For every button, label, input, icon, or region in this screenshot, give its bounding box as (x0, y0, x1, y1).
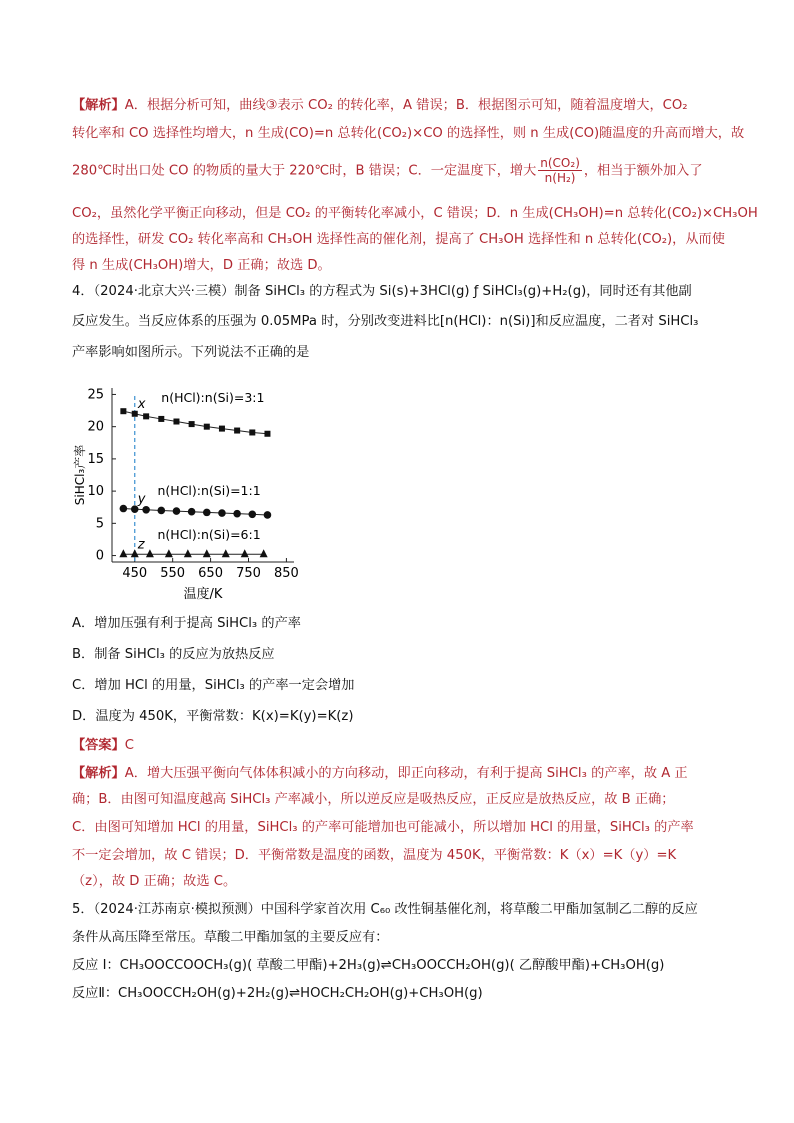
analysis-line-1 (72, 96, 688, 116)
x-tick-label: 850 (274, 566, 299, 581)
data-point-square (249, 429, 255, 435)
data-point-square (219, 426, 225, 432)
q4-option-b: B．制备 SiHCl₃ 的反应为放热反应 (72, 647, 275, 662)
analysis-text: 280℃时出口处 CO 的物质的量大于 220℃时，B 错误；C．一定温度下，增大 (72, 163, 537, 179)
analysis-text: A．根据分析可知，曲线③表示 CO₂ 的转化率，A 错误；B．根据图示可知，随着温度增大，CO₂ (124, 98, 688, 113)
data-point-triangle (119, 549, 127, 557)
data-point-square (264, 431, 270, 437)
x-tick-label: 550 (160, 566, 186, 581)
data-point-triangle (241, 549, 249, 557)
y-tick-label: 20 (87, 419, 104, 435)
data-point-triangle (222, 549, 230, 557)
data-point-circle (203, 509, 211, 517)
data-point-circle (157, 507, 165, 515)
data-point-circle (173, 507, 181, 515)
analysis-line-3 (72, 156, 703, 185)
data-point-square (173, 419, 179, 425)
y-tick-label: 5 (95, 516, 104, 532)
data-point-circle (218, 509, 226, 517)
x-tick-label: 750 (236, 566, 261, 581)
data-point-triangle (203, 549, 211, 557)
q4-analysis-line-4: 不一定会增加，故 C 错误；D．平衡常数是温度的函数，温度为 450K，平衡常数：K（x）=K（y）=K (72, 848, 677, 863)
answer-line (72, 736, 134, 756)
q4-analysis-line-2: 确；B．由图可知温度越高 SiHCl₃ 产率减小，所以逆反应是吸热反应，正反应是放热反应，故 B 正确； (72, 792, 675, 807)
y-tick-label: 10 (87, 484, 104, 500)
analysis-line-4: CO₂，虽然化学平衡正向移动，但是 CO₂ 的平衡转化率减小，C 错误；D．n 生成(CH₃OH)=n 总转化(CO₂)×CH₃OH (72, 206, 758, 221)
point-label: x (137, 396, 146, 412)
y-tick-label: 0 (95, 548, 104, 564)
series-label: n(HCl):n(Si)=1:1 (157, 482, 261, 498)
q4-option-c: C．增加 HCl 的用量，SiHCl₃ 的产率一定会增加 (72, 678, 355, 693)
fraction-denominator: n(H₂) (544, 171, 576, 185)
analysis-tag: 【解析】 (72, 766, 125, 781)
answer-tag: 【答案】 (72, 738, 125, 753)
q5-reaction-1: 反应 I：CH₃OOCCOOCH₃(g)( 草酸二甲酯)+2H₃(g)⇌CH₃OOCCH₂OH(g)( 乙醇酸甲酯)+CH₃OH(g) (72, 958, 665, 973)
data-point-circle (264, 511, 272, 519)
q5-line-2: 条件从高压降至常压。草酸二甲酯加氢的主要反应有： (72, 930, 389, 945)
data-point-triangle (146, 549, 154, 557)
point-label: y (137, 492, 146, 508)
q5-line-1: 5．（2024·江苏南京·模拟预测）中国科学家首次用 C₆₀ 改性铜基催化剂，将草酸二甲酯加氢制乙二醇的反应 (72, 902, 698, 917)
q4-line-3: 产率影响如图所示。下列说法不正确的是 (72, 345, 310, 360)
q4-analysis-line-5: （z），故 D 正确；故选 C。 (72, 874, 237, 889)
analysis-line-2: 转化率和 CO 选择性均增大，n 生成(CO)=n 总转化(CO₂)×CO 的选择性，则 n 生成(CO)随温度的升高而增大，故 (72, 126, 745, 141)
q4-option-d: D．温度为 450K，平衡常数：K(x)=K(y)=K(z) (72, 709, 354, 724)
analysis-text: A．增大压强平衡向气体体积减小的方向移动，即正向移动，有利于提高 SiHCl₃ 的产率，故 A 正 (124, 766, 688, 781)
series-label: n(HCl):n(Si)=6:1 (157, 526, 261, 542)
fraction-numerator: n(CO₂) (540, 156, 580, 170)
series-label: n(HCl):n(Si)=3:1 (161, 390, 265, 406)
data-point-circle (248, 511, 256, 519)
data-point-circle (233, 510, 241, 518)
q4-analysis-line-3: C．由图可知增加 HCl 的用量，SiHCl₃ 的产率可能增加也可能减小，所以增加 HCl 的用量，SiHCl₃ 的产率 (72, 820, 694, 835)
q4-analysis-line-1 (72, 764, 688, 784)
data-point-square (158, 416, 164, 422)
point-label: z (137, 537, 145, 553)
answer-value: C (124, 738, 134, 753)
data-point-triangle (260, 549, 268, 557)
fraction (538, 156, 582, 185)
data-point-square (189, 421, 195, 427)
data-point-square (120, 408, 126, 414)
q4-line-1: 4．（2024·北京大兴·三模）制备 SiHCl₃ 的方程式为 Si(s)+3HCl(g) ƒ SiHCl₃(g)+H₂(g)，同时还有其他副 (72, 284, 692, 299)
data-point-triangle (165, 549, 173, 557)
q4-line-2: 反应发生。当反应体系的压强为 0.05MPa 时，分别改变进料比[n(HCl)：n(Si)]和反应温度，二者对 SiHCl₃ (72, 314, 699, 329)
data-point-circle (120, 505, 128, 513)
x-tick-label: 650 (198, 566, 223, 581)
sihcl3-yield-chart (72, 380, 312, 608)
analysis-text: ，相当于额外加入了 (583, 163, 703, 179)
y-axis-label: SiHCl₃产率 (73, 444, 87, 506)
data-point-square (234, 428, 240, 434)
y-tick-label: 15 (87, 451, 104, 467)
data-point-square (204, 424, 210, 430)
analysis-tag: 【解析】 (72, 98, 125, 113)
analysis-line-5: 的选择性，研发 CO₂ 转化率高和 CH₃OH 选择性高的催化剂，提高了 CH₃OH 选择性和 n 总转化(CO₂)，从而使 (72, 232, 725, 247)
x-axis-label: 温度/K (183, 587, 223, 602)
analysis-line-6: 得 n 生成(CH₃OH)增大，D 正确；故选 D。 (72, 258, 331, 273)
data-point-square (143, 413, 149, 419)
data-point-triangle (184, 549, 192, 557)
q4-option-a: A．增加压强有利于提高 SiHCl₃ 的产率 (72, 616, 301, 631)
q5-reaction-2: 反应Ⅱ：CH₃OOCCH₂OH(g)+2H₂(g)⇌HOCH₂CH₂OH(g)+CH₃OH(g) (72, 986, 483, 1001)
data-point-circle (188, 508, 196, 516)
x-tick-label: 450 (122, 566, 148, 581)
y-tick-label: 25 (87, 387, 104, 403)
